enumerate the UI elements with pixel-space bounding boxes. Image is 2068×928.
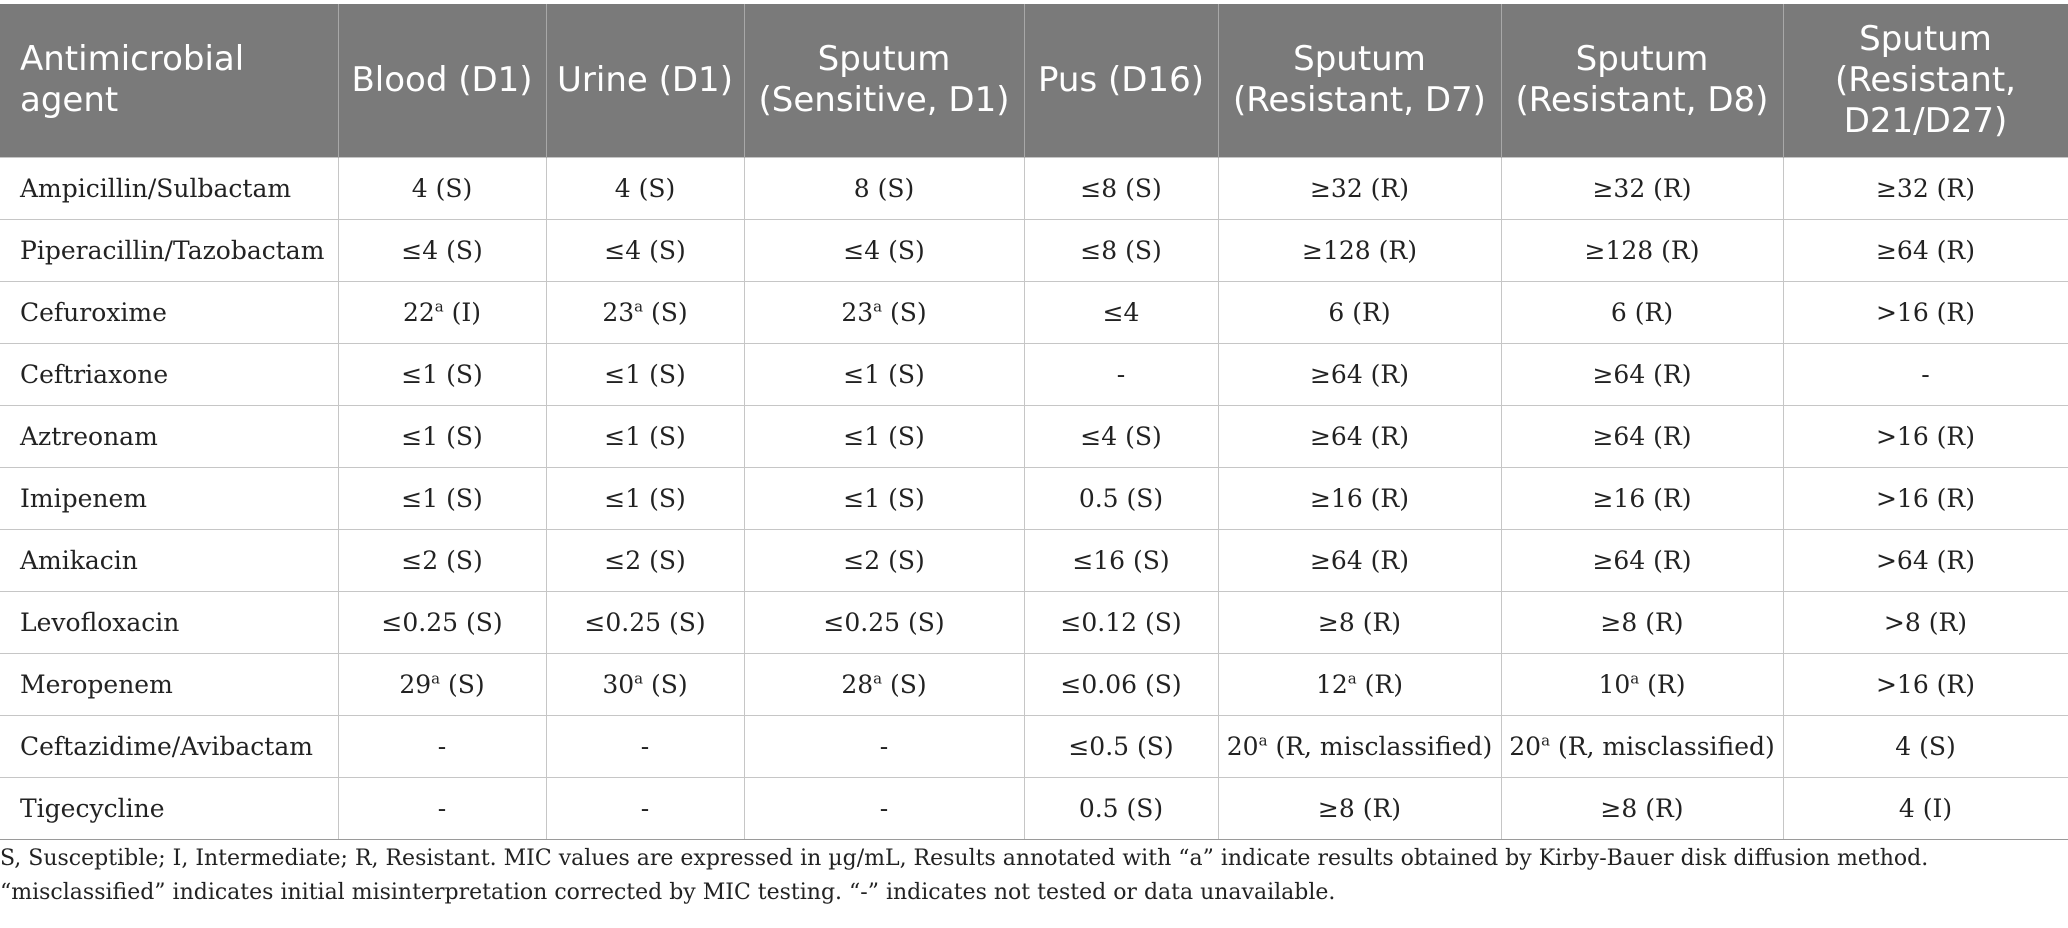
agent-name-cell: Amikacin bbox=[0, 529, 338, 591]
interpretation-text: (S) bbox=[643, 669, 688, 699]
interpretation-text: (R, misclassified) bbox=[1267, 731, 1493, 761]
value-cell bbox=[1218, 715, 1501, 777]
header-sputum-sensitive-d1: Sputum (Sensitive, D1) bbox=[744, 4, 1024, 157]
interpretation-text: (I) bbox=[443, 297, 482, 327]
value-cell: ≤4 (S) bbox=[1024, 405, 1218, 467]
table-row bbox=[0, 653, 2068, 715]
agent-name-cell: Levofloxacin bbox=[0, 591, 338, 653]
disk-diffusion-superscript: a bbox=[1630, 669, 1640, 688]
table-row bbox=[0, 467, 2068, 529]
value-cell: ≤0.25 (S) bbox=[546, 591, 744, 653]
value-cell: ≤0.5 (S) bbox=[1024, 715, 1218, 777]
value-cell: ≤4 (S) bbox=[546, 219, 744, 281]
value-cell: ≥64 (R) bbox=[1218, 343, 1501, 405]
value-text: 20 bbox=[1509, 731, 1542, 761]
value-cell: ≥8 (R) bbox=[1501, 591, 1783, 653]
value-cell: - bbox=[1783, 343, 2068, 405]
agent-name-cell: Meropenem bbox=[0, 653, 338, 715]
table-row bbox=[0, 157, 2068, 219]
agent-name-cell: Tigecycline bbox=[0, 777, 338, 839]
disk-diffusion-superscript: a bbox=[1347, 669, 1357, 688]
agent-name-cell: Ampicillin/Sulbactam bbox=[0, 157, 338, 219]
value-cell: ≥32 (R) bbox=[1218, 157, 1501, 219]
value-cell: ≥128 (R) bbox=[1218, 219, 1501, 281]
value-cell: ≤1 (S) bbox=[744, 467, 1024, 529]
value-cell bbox=[546, 281, 744, 343]
value-cell: ≤2 (S) bbox=[338, 529, 546, 591]
value-cell: ≥16 (R) bbox=[1218, 467, 1501, 529]
table-row bbox=[0, 281, 2068, 343]
value-cell: ≤1 (S) bbox=[546, 405, 744, 467]
value-cell: ≤1 (S) bbox=[338, 405, 546, 467]
value-cell bbox=[338, 653, 546, 715]
value-cell: - bbox=[546, 715, 744, 777]
value-cell bbox=[744, 281, 1024, 343]
value-text: 20 bbox=[1226, 731, 1259, 761]
header-sputum-resistant-d7: Sputum (Resistant, D7) bbox=[1218, 4, 1501, 157]
interpretation-text: (R) bbox=[1356, 669, 1404, 699]
value-cell: ≤1 (S) bbox=[744, 405, 1024, 467]
value-cell: ≤0.25 (S) bbox=[338, 591, 546, 653]
value-cell: >64 (R) bbox=[1783, 529, 2068, 591]
value-text: 28 bbox=[841, 669, 874, 699]
value-cell: ≤2 (S) bbox=[744, 529, 1024, 591]
disk-diffusion-superscript: a bbox=[634, 297, 644, 316]
value-text: 23 bbox=[602, 297, 635, 327]
header-row bbox=[0, 4, 2068, 157]
value-cell bbox=[546, 653, 744, 715]
interpretation-text: (S) bbox=[643, 297, 688, 327]
table-row bbox=[0, 591, 2068, 653]
value-cell: ≤1 (S) bbox=[546, 343, 744, 405]
value-cell: ≤0.25 (S) bbox=[744, 591, 1024, 653]
header-antimicrobial-agent: Antimicrobial agent bbox=[0, 4, 338, 157]
disk-diffusion-superscript: a bbox=[431, 669, 441, 688]
interpretation-text: (R) bbox=[1639, 669, 1686, 699]
value-cell: 0.5 (S) bbox=[1024, 467, 1218, 529]
value-cell: >16 (R) bbox=[1783, 653, 2068, 715]
value-cell bbox=[338, 281, 546, 343]
value-text: 30 bbox=[602, 669, 635, 699]
value-cell: >16 (R) bbox=[1783, 467, 2068, 529]
disk-diffusion-superscript: a bbox=[634, 669, 644, 688]
value-text: 22 bbox=[402, 297, 435, 327]
agent-name-cell: Piperacillin/Tazobactam bbox=[0, 219, 338, 281]
value-cell: ≥64 (R) bbox=[1218, 405, 1501, 467]
value-cell: ≤4 (S) bbox=[744, 219, 1024, 281]
value-cell: 6 (R) bbox=[1218, 281, 1501, 343]
value-cell: >8 (R) bbox=[1783, 591, 2068, 653]
value-cell: ≤1 (S) bbox=[744, 343, 1024, 405]
value-cell: ≤0.06 (S) bbox=[1024, 653, 1218, 715]
header-sputum-resistant-d21-d27: Sputum (Resistant, D21/D27) bbox=[1783, 4, 2068, 157]
value-cell: >16 (R) bbox=[1783, 281, 2068, 343]
value-cell: - bbox=[338, 777, 546, 839]
interpretation-text: (S) bbox=[882, 297, 927, 327]
value-cell: ≥32 (R) bbox=[1501, 157, 1783, 219]
interpretation-text: (S) bbox=[440, 669, 485, 699]
disk-diffusion-superscript: a bbox=[1541, 731, 1551, 750]
value-cell bbox=[1501, 653, 1783, 715]
value-text: 10 bbox=[1598, 669, 1631, 699]
disk-diffusion-superscript: a bbox=[873, 297, 883, 316]
header-sputum-resistant-d8: Sputum (Resistant, D8) bbox=[1501, 4, 1783, 157]
value-cell: 0.5 (S) bbox=[1024, 777, 1218, 839]
table-body bbox=[0, 157, 2068, 839]
agent-name-cell: Cefuroxime bbox=[0, 281, 338, 343]
value-cell bbox=[1218, 653, 1501, 715]
value-text: 23 bbox=[841, 297, 874, 327]
value-cell: >16 (R) bbox=[1783, 405, 2068, 467]
value-cell: ≥32 (R) bbox=[1783, 157, 2068, 219]
table-row bbox=[0, 405, 2068, 467]
value-cell: ≥64 (R) bbox=[1218, 529, 1501, 591]
value-cell: ≤8 (S) bbox=[1024, 219, 1218, 281]
value-cell: - bbox=[744, 777, 1024, 839]
value-text: 29 bbox=[399, 669, 432, 699]
table-row bbox=[0, 529, 2068, 591]
value-cell: ≥16 (R) bbox=[1501, 467, 1783, 529]
value-text: 12 bbox=[1315, 669, 1348, 699]
disk-diffusion-superscript: a bbox=[1258, 731, 1268, 750]
value-cell: ≥64 (R) bbox=[1501, 529, 1783, 591]
value-cell: ≤1 (S) bbox=[338, 343, 546, 405]
disk-diffusion-superscript: a bbox=[434, 297, 444, 316]
value-cell: ≥8 (R) bbox=[1218, 591, 1501, 653]
value-cell: ≤4 bbox=[1024, 281, 1218, 343]
value-cell: ≤1 (S) bbox=[338, 467, 546, 529]
antimicrobial-susceptibility-table bbox=[0, 4, 2068, 840]
disk-diffusion-superscript: a bbox=[873, 669, 883, 688]
value-cell: ≤8 (S) bbox=[1024, 157, 1218, 219]
interpretation-text: (S) bbox=[882, 669, 927, 699]
table-row bbox=[0, 219, 2068, 281]
value-cell: ≤2 (S) bbox=[546, 529, 744, 591]
agent-name-cell: Aztreonam bbox=[0, 405, 338, 467]
value-cell: ≥8 (R) bbox=[1501, 777, 1783, 839]
table-footnote: S, Susceptible; I, Intermediate; R, Resistant. MIC values are expressed in µg/mL, Results annotated with “a” indicate results obtained by Kirby-Bauer disk diffusion method. “misclassified” indicates initial misinterpretation corrected by MIC testing. “-” indicates not tested or data unavailable. bbox=[0, 846, 1929, 905]
agent-name-cell: Ceftazidime/Avibactam bbox=[0, 715, 338, 777]
value-cell: 6 (R) bbox=[1501, 281, 1783, 343]
value-cell: - bbox=[744, 715, 1024, 777]
value-cell: - bbox=[1024, 343, 1218, 405]
value-cell: ≥64 (R) bbox=[1501, 405, 1783, 467]
header-blood-d1: Blood (D1) bbox=[338, 4, 546, 157]
agent-name-cell: Imipenem bbox=[0, 467, 338, 529]
value-cell: ≤16 (S) bbox=[1024, 529, 1218, 591]
value-cell: ≥64 (R) bbox=[1783, 219, 2068, 281]
value-cell: ≥64 (R) bbox=[1501, 343, 1783, 405]
value-cell: 8 (S) bbox=[744, 157, 1024, 219]
table-row bbox=[0, 715, 2068, 777]
interpretation-text: (R, misclassified) bbox=[1550, 731, 1775, 761]
header-pus-d16: Pus (D16) bbox=[1024, 4, 1218, 157]
header-urine-d1: Urine (D1) bbox=[546, 4, 744, 157]
value-cell: ≥8 (R) bbox=[1218, 777, 1501, 839]
value-cell bbox=[744, 653, 1024, 715]
value-cell: ≤4 (S) bbox=[338, 219, 546, 281]
value-cell bbox=[1501, 715, 1783, 777]
value-cell: 4 (S) bbox=[1783, 715, 2068, 777]
value-cell: ≤0.12 (S) bbox=[1024, 591, 1218, 653]
value-cell: ≥128 (R) bbox=[1501, 219, 1783, 281]
value-cell: 4 (I) bbox=[1783, 777, 2068, 839]
value-cell: - bbox=[338, 715, 546, 777]
table-container bbox=[0, 4, 2068, 840]
value-cell: ≤1 (S) bbox=[546, 467, 744, 529]
table-header bbox=[0, 4, 2068, 157]
table-row bbox=[0, 777, 2068, 839]
value-cell: 4 (S) bbox=[338, 157, 546, 219]
value-cell: 4 (S) bbox=[546, 157, 744, 219]
value-cell: - bbox=[546, 777, 744, 839]
table-row bbox=[0, 343, 2068, 405]
agent-name-cell: Ceftriaxone bbox=[0, 343, 338, 405]
